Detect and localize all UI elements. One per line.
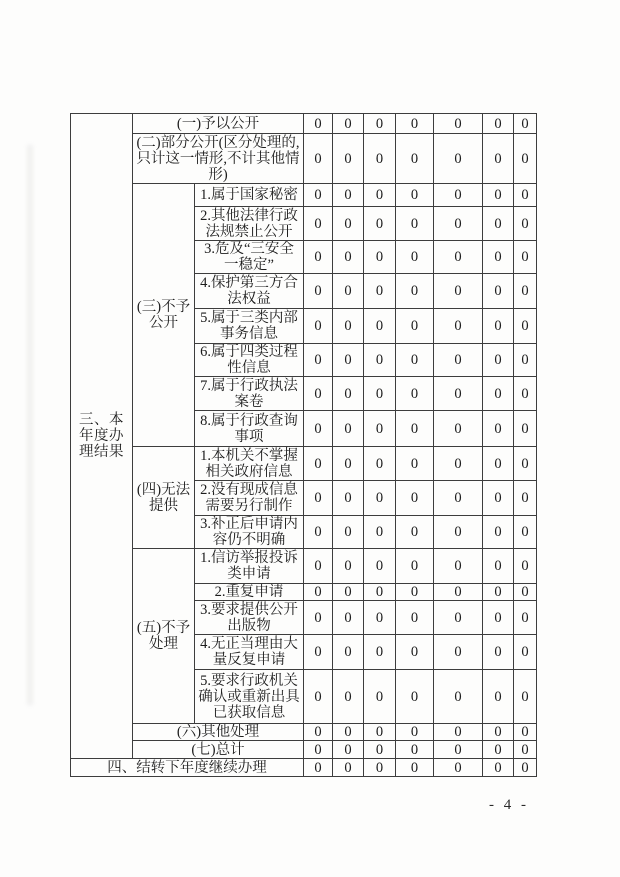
value-cell: 0 [333, 741, 364, 759]
value-cell: 0 [514, 516, 537, 549]
value-cell: 0 [514, 670, 537, 724]
value-cell: 0 [483, 344, 514, 377]
value-cell: 0 [364, 584, 396, 601]
value-cell: 0 [434, 447, 483, 481]
value-cell: 0 [396, 584, 434, 601]
value-cell: 0 [333, 516, 364, 549]
scan-artifact [27, 145, 33, 705]
value-cell: 0 [514, 601, 537, 635]
value-cell: 0 [364, 344, 396, 377]
value-cell: 0 [514, 344, 537, 377]
value-cell: 0 [333, 759, 364, 777]
value-cell: 0 [364, 635, 396, 670]
value-cell: 0 [364, 114, 396, 134]
value-cell: 0 [364, 670, 396, 724]
value-cell: 0 [304, 584, 333, 601]
value-cell: 0 [364, 241, 396, 274]
value-cell: 0 [396, 601, 434, 635]
row-label: 4.保护第三方合法权益 [195, 274, 304, 309]
value-cell: 0 [333, 447, 364, 481]
row-label: 1.属于国家秘密 [195, 184, 304, 207]
value-cell: 0 [483, 516, 514, 549]
value-cell: 0 [333, 207, 364, 241]
value-cell: 0 [304, 481, 333, 516]
value-cell: 0 [304, 274, 333, 309]
value-cell: 0 [304, 411, 333, 447]
row-label: (一)予以公开 [133, 114, 304, 134]
table-row [71, 114, 537, 134]
value-cell: 0 [364, 741, 396, 759]
group-label: (三)不予公开 [133, 184, 195, 447]
value-cell: 0 [396, 759, 434, 777]
value-cell: 0 [514, 207, 537, 241]
value-cell: 0 [514, 635, 537, 670]
value-cell: 0 [304, 549, 333, 584]
value-cell: 0 [333, 411, 364, 447]
value-cell: 0 [396, 516, 434, 549]
value-cell: 0 [514, 184, 537, 207]
row-label: 3.补正后申请内容仍不明确 [195, 516, 304, 549]
value-cell: 0 [304, 309, 333, 344]
row-label: (二)部分公开(区分处理的,只计这一情形,不计其他情形) [133, 134, 304, 184]
value-cell: 0 [396, 724, 434, 741]
value-cell: 0 [514, 274, 537, 309]
value-cell: 0 [364, 549, 396, 584]
value-cell: 0 [333, 670, 364, 724]
value-cell: 0 [434, 207, 483, 241]
value-cell: 0 [396, 481, 434, 516]
value-cell: 0 [514, 241, 537, 274]
disclosure-results-table [70, 113, 537, 777]
value-cell: 0 [396, 447, 434, 481]
value-cell: 0 [483, 377, 514, 411]
table-row [71, 184, 537, 207]
value-cell: 0 [514, 377, 537, 411]
value-cell: 0 [514, 134, 537, 184]
value-cell: 0 [333, 344, 364, 377]
value-cell: 0 [396, 184, 434, 207]
row-label: 4.无正当理由大量反复申请 [195, 635, 304, 670]
value-cell: 0 [434, 184, 483, 207]
value-cell: 0 [514, 741, 537, 759]
value-cell: 0 [333, 584, 364, 601]
value-cell: 0 [396, 549, 434, 584]
value-cell: 0 [304, 184, 333, 207]
table-row [71, 741, 537, 759]
value-cell: 0 [396, 309, 434, 344]
value-cell: 0 [483, 601, 514, 635]
value-cell: 0 [514, 549, 537, 584]
section-4-row-label: 四、结转下年度继续办理 [71, 759, 304, 777]
value-cell: 0 [304, 516, 333, 549]
value-cell: 0 [304, 114, 333, 134]
value-cell: 0 [304, 344, 333, 377]
value-cell: 0 [364, 601, 396, 635]
value-cell: 0 [333, 601, 364, 635]
value-cell: 0 [434, 114, 483, 134]
value-cell: 0 [364, 377, 396, 411]
value-cell: 0 [364, 309, 396, 344]
table-row [71, 759, 537, 777]
value-cell: 0 [483, 759, 514, 777]
page-number: - 4 - [489, 797, 529, 813]
row-label: 8.属于行政查询事项 [195, 411, 304, 447]
value-cell: 0 [483, 207, 514, 241]
value-cell: 0 [514, 309, 537, 344]
table-row [71, 724, 537, 741]
value-cell: 0 [364, 411, 396, 447]
value-cell: 0 [364, 481, 396, 516]
value-cell: 0 [304, 377, 333, 411]
value-cell: 0 [483, 741, 514, 759]
value-cell: 0 [434, 584, 483, 601]
value-cell: 0 [304, 670, 333, 724]
value-cell: 0 [333, 481, 364, 516]
value-cell: 0 [514, 411, 537, 447]
value-cell: 0 [333, 134, 364, 184]
value-cell: 0 [333, 377, 364, 411]
value-cell: 0 [364, 759, 396, 777]
value-cell: 0 [304, 741, 333, 759]
value-cell: 0 [514, 481, 537, 516]
value-cell: 0 [333, 241, 364, 274]
value-cell: 0 [434, 724, 483, 741]
value-cell: 0 [434, 516, 483, 549]
value-cell: 0 [333, 274, 364, 309]
row-label: (六)其他处理 [133, 724, 304, 741]
value-cell: 0 [434, 134, 483, 184]
value-cell: 0 [483, 670, 514, 724]
row-label: 2.没有现成信息需要另行制作 [195, 481, 304, 516]
value-cell: 0 [396, 114, 434, 134]
value-cell: 0 [514, 584, 537, 601]
row-label: 3.危及“三安全一稳定” [195, 241, 304, 274]
value-cell: 0 [396, 741, 434, 759]
value-cell: 0 [483, 241, 514, 274]
value-cell: 0 [333, 184, 364, 207]
value-cell: 0 [483, 411, 514, 447]
value-cell: 0 [396, 241, 434, 274]
value-cell: 0 [514, 759, 537, 777]
value-cell: 0 [434, 411, 483, 447]
value-cell: 0 [483, 114, 514, 134]
value-cell: 0 [483, 274, 514, 309]
value-cell: 0 [396, 344, 434, 377]
row-label: 5.要求行政机关确认或重新出具已获取信息 [195, 670, 304, 724]
value-cell: 0 [304, 601, 333, 635]
value-cell: 0 [304, 134, 333, 184]
value-cell: 0 [304, 447, 333, 481]
value-cell: 0 [396, 274, 434, 309]
value-cell: 0 [483, 724, 514, 741]
value-cell: 0 [434, 309, 483, 344]
value-cell: 0 [434, 241, 483, 274]
row-label: 2.其他法律行政法规禁止公开 [195, 207, 304, 241]
value-cell: 0 [364, 134, 396, 184]
value-cell: 0 [364, 207, 396, 241]
value-cell: 0 [483, 481, 514, 516]
row-label: 2.重复申请 [195, 584, 304, 601]
value-cell: 0 [483, 549, 514, 584]
value-cell: 0 [333, 635, 364, 670]
row-label: 1.本机关不掌握相关政府信息 [195, 447, 304, 481]
value-cell: 0 [364, 516, 396, 549]
row-label: 6.属于四类过程性信息 [195, 344, 304, 377]
value-cell: 0 [483, 134, 514, 184]
value-cell: 0 [304, 759, 333, 777]
value-cell: 0 [483, 184, 514, 207]
value-cell: 0 [483, 447, 514, 481]
group-label: (四)无法提供 [133, 447, 195, 549]
value-cell: 0 [396, 411, 434, 447]
table-body [71, 114, 537, 777]
value-cell: 0 [483, 309, 514, 344]
value-cell: 0 [514, 447, 537, 481]
table-row [71, 447, 537, 481]
value-cell: 0 [434, 670, 483, 724]
value-cell: 0 [434, 601, 483, 635]
value-cell: 0 [514, 724, 537, 741]
value-cell: 0 [333, 309, 364, 344]
value-cell: 0 [364, 274, 396, 309]
row-label: 3.要求提供公开出版物 [195, 601, 304, 635]
row-label: 1.信访举报投诉类申请 [195, 549, 304, 584]
value-cell: 0 [304, 724, 333, 741]
table-row [71, 134, 537, 184]
value-cell: 0 [333, 549, 364, 584]
value-cell: 0 [434, 741, 483, 759]
value-cell: 0 [396, 207, 434, 241]
value-cell: 0 [396, 670, 434, 724]
value-cell: 0 [333, 114, 364, 134]
section-3-label: 三、本年度办理结果 [71, 114, 133, 759]
value-cell: 0 [434, 759, 483, 777]
value-cell: 0 [434, 344, 483, 377]
value-cell: 0 [304, 207, 333, 241]
value-cell: 0 [364, 724, 396, 741]
value-cell: 0 [483, 635, 514, 670]
table-row [71, 549, 537, 584]
value-cell: 0 [364, 184, 396, 207]
value-cell: 0 [396, 134, 434, 184]
value-cell: 0 [434, 481, 483, 516]
value-cell: 0 [364, 447, 396, 481]
value-cell: 0 [434, 377, 483, 411]
value-cell: 0 [396, 635, 434, 670]
value-cell: 0 [304, 241, 333, 274]
value-cell: 0 [333, 724, 364, 741]
value-cell: 0 [434, 635, 483, 670]
group-label: (五)不予处理 [133, 549, 195, 724]
value-cell: 0 [514, 114, 537, 134]
row-label: 5.属于三类内部事务信息 [195, 309, 304, 344]
value-cell: 0 [434, 274, 483, 309]
value-cell: 0 [483, 584, 514, 601]
row-label: (七)总计 [133, 741, 304, 759]
value-cell: 0 [434, 549, 483, 584]
row-label: 7.属于行政执法案卷 [195, 377, 304, 411]
value-cell: 0 [396, 377, 434, 411]
value-cell: 0 [304, 635, 333, 670]
